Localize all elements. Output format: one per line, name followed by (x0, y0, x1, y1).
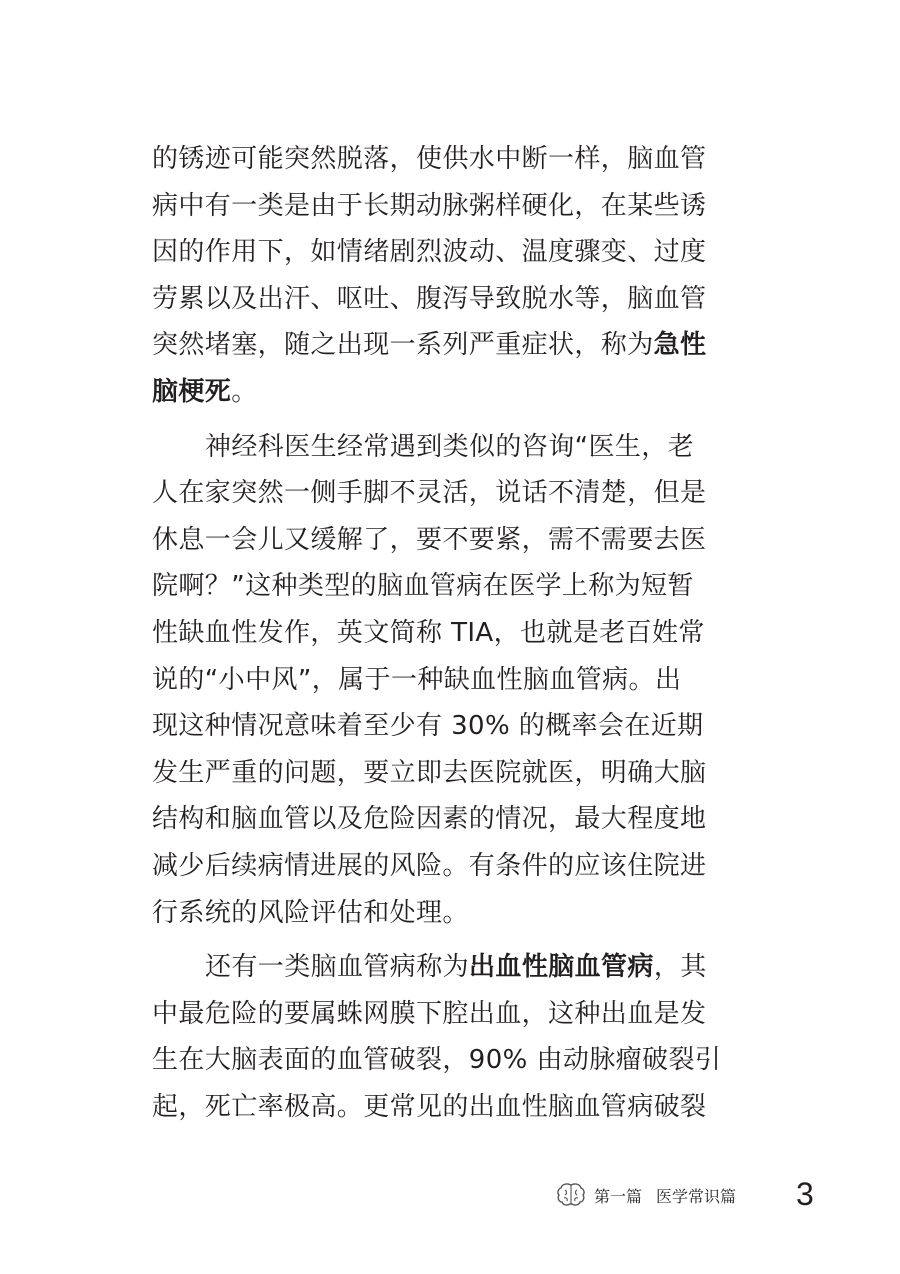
footer-part-label: 第一篇 (594, 1186, 643, 1206)
text-run: 。 (231, 376, 258, 407)
footer-section-label: 医学常识篇 (656, 1186, 737, 1206)
text-run: 还有一类脑血管病称为 (205, 952, 470, 983)
text-line (152, 229, 752, 276)
text-run: 病中有一类是由于长期动脉粥样硬化，在某些诱 (152, 190, 707, 221)
text-run: 起，死亡率极高。更常见的出血性脑血管病破裂 (152, 1091, 707, 1122)
text-run: 院啊？”这种类型的脑血管病在医学上称为短暂 (152, 571, 694, 602)
text-line (152, 750, 752, 797)
text-run: 人在家突然一侧手脚不灵活，说话不清楚，但是 (152, 478, 707, 509)
text-line (152, 991, 752, 1038)
running-footer (556, 1182, 736, 1208)
text-run: 劳累以及出汗、呕吐、腹泻导致脱水等，脑血管 (152, 283, 707, 314)
text-run: 现这种情况意味着至少有 30% 的概率会在近期 (152, 711, 704, 742)
text-line (152, 843, 752, 890)
text-line (152, 322, 752, 369)
text-line (152, 610, 752, 657)
text-line (152, 136, 752, 183)
text-line (152, 424, 752, 471)
text-run: 结构和脑血管以及危险因素的情况，最大程度地 (152, 804, 707, 835)
text-line (152, 657, 752, 704)
text-line (152, 183, 752, 230)
text-line (152, 470, 752, 517)
text-run: 的锈迹可能突然脱落，使供水中断一样，脑血管 (152, 144, 707, 174)
text-run: ，其 (653, 952, 707, 983)
paragraph (152, 944, 752, 1130)
text-run: 行系统的风险评估和处理。 (152, 897, 469, 928)
text-line (152, 276, 752, 323)
text-run: 说的“小中风”，属于一种缺血性脑血管病。出 (152, 664, 682, 695)
text-run: 生在大脑表面的血管破裂，90% 由动脉瘤破裂引 (152, 1045, 722, 1076)
paragraph (152, 136, 752, 416)
text-line (152, 517, 752, 564)
text-line (152, 796, 752, 843)
text-line (152, 1084, 752, 1131)
text-run: 性缺血性发作，英文简称 TIA，也就是老百姓常 (152, 617, 705, 648)
text-run: 神经科医生经常遇到类似的咨询“医生，老 (205, 431, 695, 462)
page-number: 3 (796, 1176, 814, 1212)
text-line (152, 1037, 752, 1084)
bold-term: 急性 (653, 330, 707, 361)
text-line (152, 369, 752, 416)
text-run: 因的作用下，如情绪剧烈波动、温度骤变、过度 (152, 237, 707, 268)
text-run: 休息一会儿又缓解了，要不要紧，需不需要去医 (152, 524, 707, 555)
text-run: 减少后续病情进展的风险。有条件的应该住院进 (152, 850, 707, 881)
text-run: 中最危险的要属蛛网膜下腔出血，这种出血是发 (152, 998, 707, 1029)
paragraph (152, 424, 752, 937)
bold-term: 出血性脑血管病 (469, 952, 654, 983)
text-run: 发生严重的问题，要立即去医院就医，明确大脑 (152, 757, 707, 788)
body-text (152, 136, 752, 1130)
text-line (152, 944, 752, 991)
text-run: 突然堵塞，随之出现一系列严重症状，称为 (152, 330, 654, 361)
text-line (152, 890, 752, 937)
bold-term: 脑梗死 (152, 376, 232, 407)
brain-icon (556, 1182, 586, 1208)
text-line (152, 703, 752, 750)
text-line (152, 563, 752, 610)
